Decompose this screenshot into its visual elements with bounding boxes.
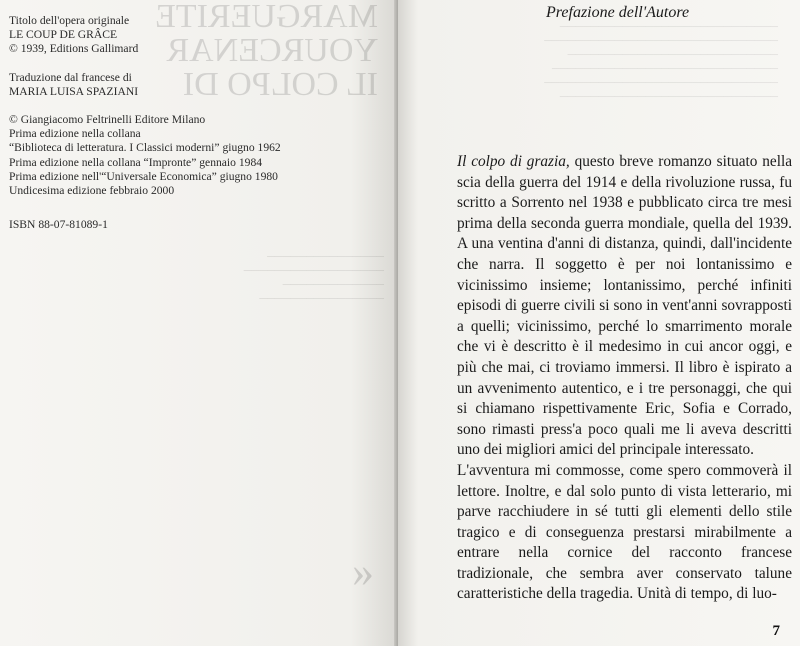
paragraph-text: questo breve romanzo situato nella scia della guerra del 1914 e della rivoluzione russa, fu scritto a Sorrento nel 1938 e pubblicato circa tre mesi prima della seconda guerra mondiale, quella del 1939. A una ventina d'anni di distanza, quindi, dall'incidente che narra. Il soggetto è per noi lontanissimo e vicinissimo insieme; lontanissimo, perché infiniti episodi di guerre civili si sono in vent'anni sovrapposti a quelli; vicinissimo, perché lo smarrimento morale che vi è descritto è il medesimo in cui ancor oggi, e più che mai, ci troviamo immersi. Il libro è ispirato a un avvenimento autentico, e i tre personaggi, che qui si chiamano rispettivamente Eric, Sofia e Corrado, sono rimasti press'a poco quali me li aveva descritti uno dei migliori amici del principale interessato. xyxy=(457,153,792,459)
colophon-line: “Biblioteca di letteratura. I Classici moderni” giugno 1962 xyxy=(9,141,281,155)
colophon-line: © 1939, Editions Gallimard xyxy=(9,42,139,56)
colophon-line: Prima edizione nella collana “Impronte” gennaio 1984 xyxy=(9,155,263,169)
colophon xyxy=(9,14,299,232)
colophon-line: © Giangiacomo Feltrinelli Editore Milano xyxy=(9,113,206,127)
colophon-line: Titolo dell'opera originale xyxy=(9,14,130,27)
body-text xyxy=(457,152,792,605)
right-page xyxy=(398,0,800,646)
show-through-lines: ─────────────── ────────────────── ───────────── ──────────────── xyxy=(243,251,384,305)
title-reference: Il colpo di grazia, xyxy=(457,153,570,170)
show-through-text: MARGUERITE YOURCENAR IL COLPO DI xyxy=(155,0,378,103)
colophon-line: Undicesima edizione febbraio 2000 xyxy=(9,184,175,198)
page-number: 7 xyxy=(772,623,780,639)
paragraph xyxy=(457,461,792,605)
show-through-lines: ──────────────────────────── ────────────────────────────── ─────────────────────────── ───────────────────────────── ────────────────────────────── ──────────────────────────── xyxy=(544,21,778,103)
colophon-line: Prima edizione nella collana xyxy=(9,127,141,141)
colophon-line: Prima edizione nell'“Universale Economica” giugno 1980 xyxy=(9,169,278,183)
left-page xyxy=(0,0,398,646)
section-title: Prefazione dell'Autore xyxy=(546,4,690,21)
paragraph xyxy=(457,152,792,461)
colophon-line: LE COUP DE GRÂCE xyxy=(9,28,118,42)
show-through-logo: « xyxy=(352,547,374,596)
colophon-line: MARIA LUISA SPAZIANI xyxy=(9,84,139,98)
isbn: ISBN 88-07-81089-1 xyxy=(9,218,108,232)
colophon-line: Traduzione dal francese di xyxy=(9,70,132,84)
paragraph-text: L'avventura mi commosse, come spero commoverà il lettore. Inoltre, e dal solo punto di vista letterario, mi parve racchiudere in sé tutti gli elementi dello stile tragico e di conseguenza prestarsi mirabilmente a entrare nella cornice del racconto francese tradizionale, che sembra aver conservato talune caratteristiche della tragedia. Unità di tempo, di luo- xyxy=(457,461,792,603)
